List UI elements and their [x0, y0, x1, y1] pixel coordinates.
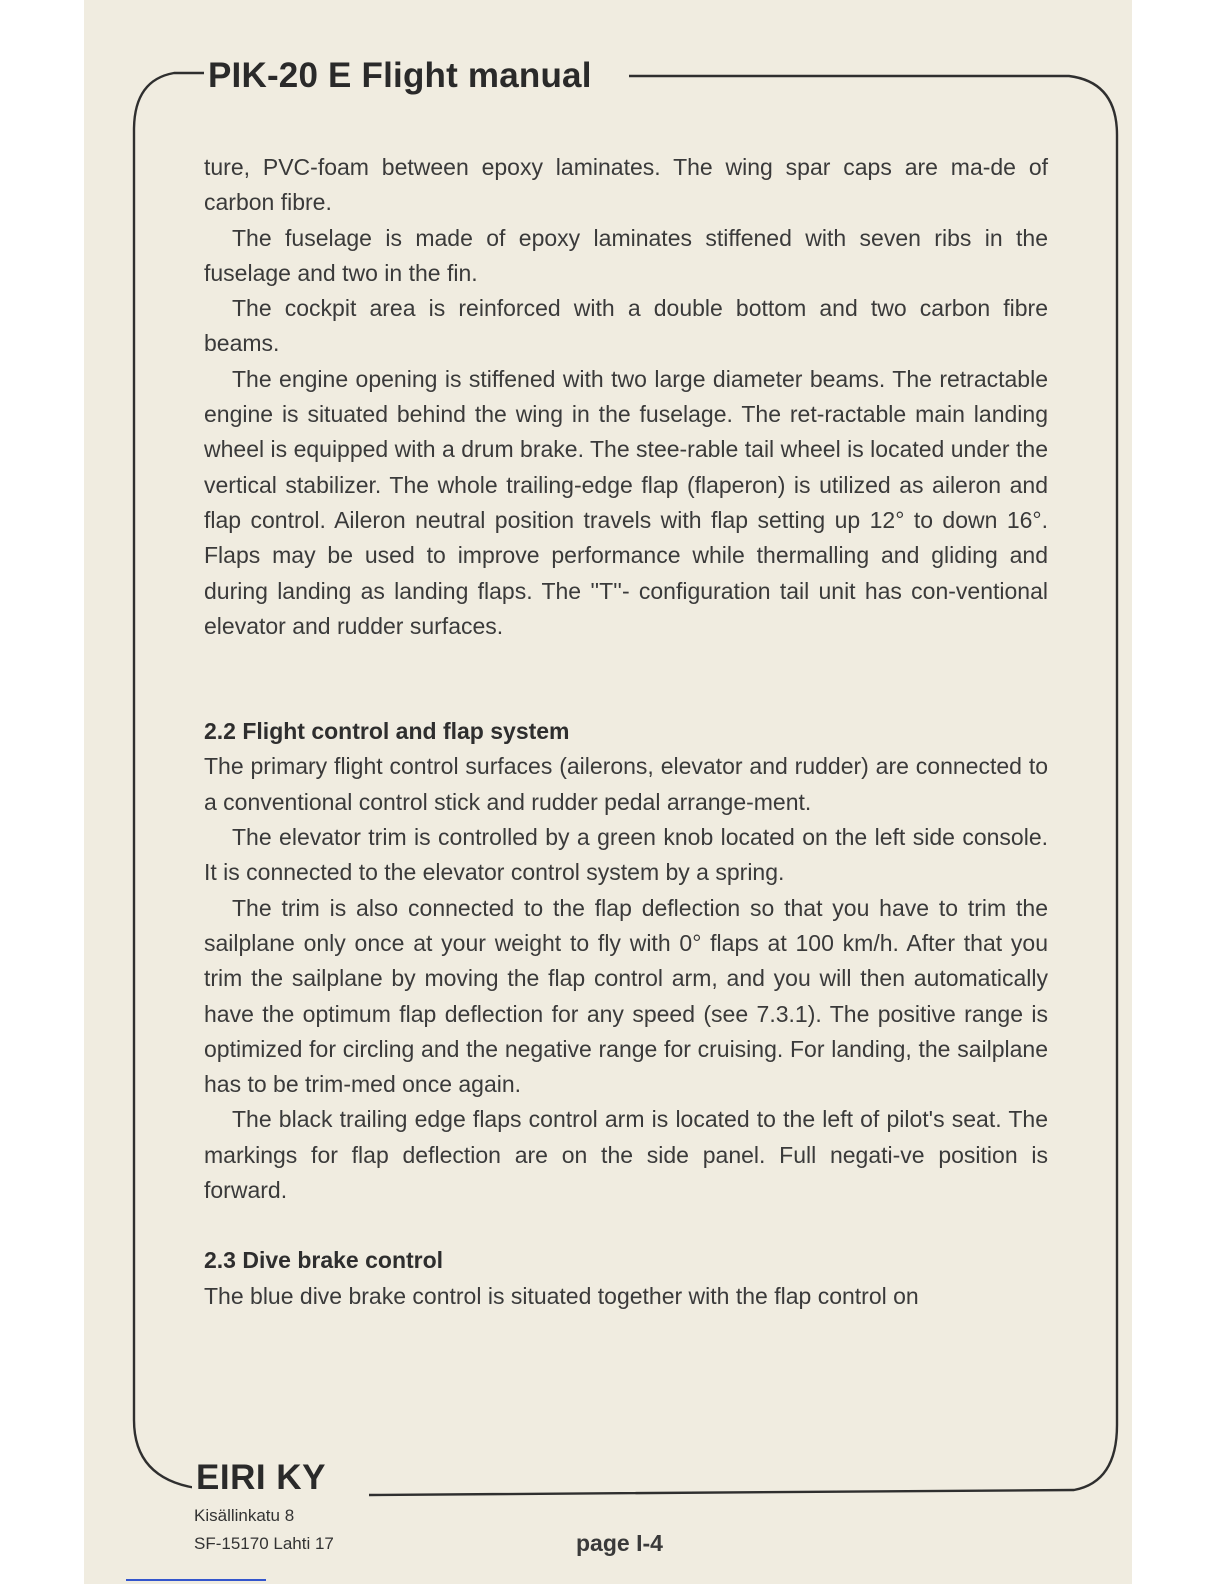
flight-control-paragraph-4: The black trailing edge flaps control arm is located to the left of pilot's seat. The markings for flap deflection are on the side panel. Full negati-ve position is forward. — [204, 1106, 1048, 1204]
flight-control-paragraph-1: The primary flight control surfaces (ailerons, elevator and rudder) are connected to a conventional control stick and rudder pedal arrange-ment. — [204, 753, 1048, 815]
dive-brake-paragraph-1: The blue dive brake control is situated together with the flap control on — [204, 1282, 919, 1309]
page-title: PIK-20 E Flight manual — [204, 56, 596, 96]
section-spacer — [204, 644, 1048, 714]
section-heading-flight-control: 2.2 Flight control and flap system — [204, 718, 570, 745]
footer-company-name: EIRI KY — [192, 1458, 330, 1498]
blue-underline-mark — [126, 1579, 266, 1581]
footer-city-address: SF-15170 Lahti 17 — [194, 1534, 334, 1553]
page-number: page I-4 — [576, 1530, 663, 1556]
page-body — [204, 150, 1048, 1314]
section-spacer — [204, 1208, 1048, 1243]
body-paragraph-4: The engine opening is stiffened with two large diameter beams. The retractable engine is situated behind the wing in the fuselage. The ret-ractable main landing wheel is equipped with a drum brake. The stee-rable tail wheel is located under the vertical stabilizer. The whole trailing-edge flap (flaperon) is utilized as aileron and flap control. Aileron neutral position travels with flap setting up 12° to down 16°. Flaps may be used to improve performance while thermalling and gliding and during landing as landing flaps. The ''T''- configuration tail unit has con-ventional elevator and rudder surfaces. — [204, 365, 1048, 639]
body-paragraph-1: ture, PVC-foam between epoxy laminates. The wing spar caps are ma-de of carbon fibre. — [204, 154, 1048, 216]
section-heading-dive-brake: 2.3 Dive brake control — [204, 1247, 444, 1274]
frame-top-right — [134, 73, 204, 1488]
body-paragraph-2: The fuselage is made of epoxy laminates stiffened with seven ribs in the fuselage and two in the fin. — [204, 224, 1048, 286]
manual-page — [84, 0, 1132, 1584]
body-paragraph-3: The cockpit area is reinforced with a double bottom and two carbon fibre beams. — [204, 295, 1048, 357]
footer-street-address: Kisällinkatu 8 — [194, 1506, 295, 1525]
flight-control-paragraph-3: The trim is also connected to the flap deflection so that you have to trim the sailplane only once at your weight to fly with 0° flaps at 100 km/h. After that you trim the sailplane by moving the flap control arm, and you will then automatically have the optimum flap deflection for any speed (see 7.3.1). The positive range is optimized for circling and the negative range for cruising. For landing, the sailplane has to be trim-med once again. — [204, 894, 1048, 1098]
flight-control-paragraph-2: The elevator trim is controlled by a green knob located on the left side console. It is connected to the elevator control system by a spring. — [204, 824, 1048, 886]
